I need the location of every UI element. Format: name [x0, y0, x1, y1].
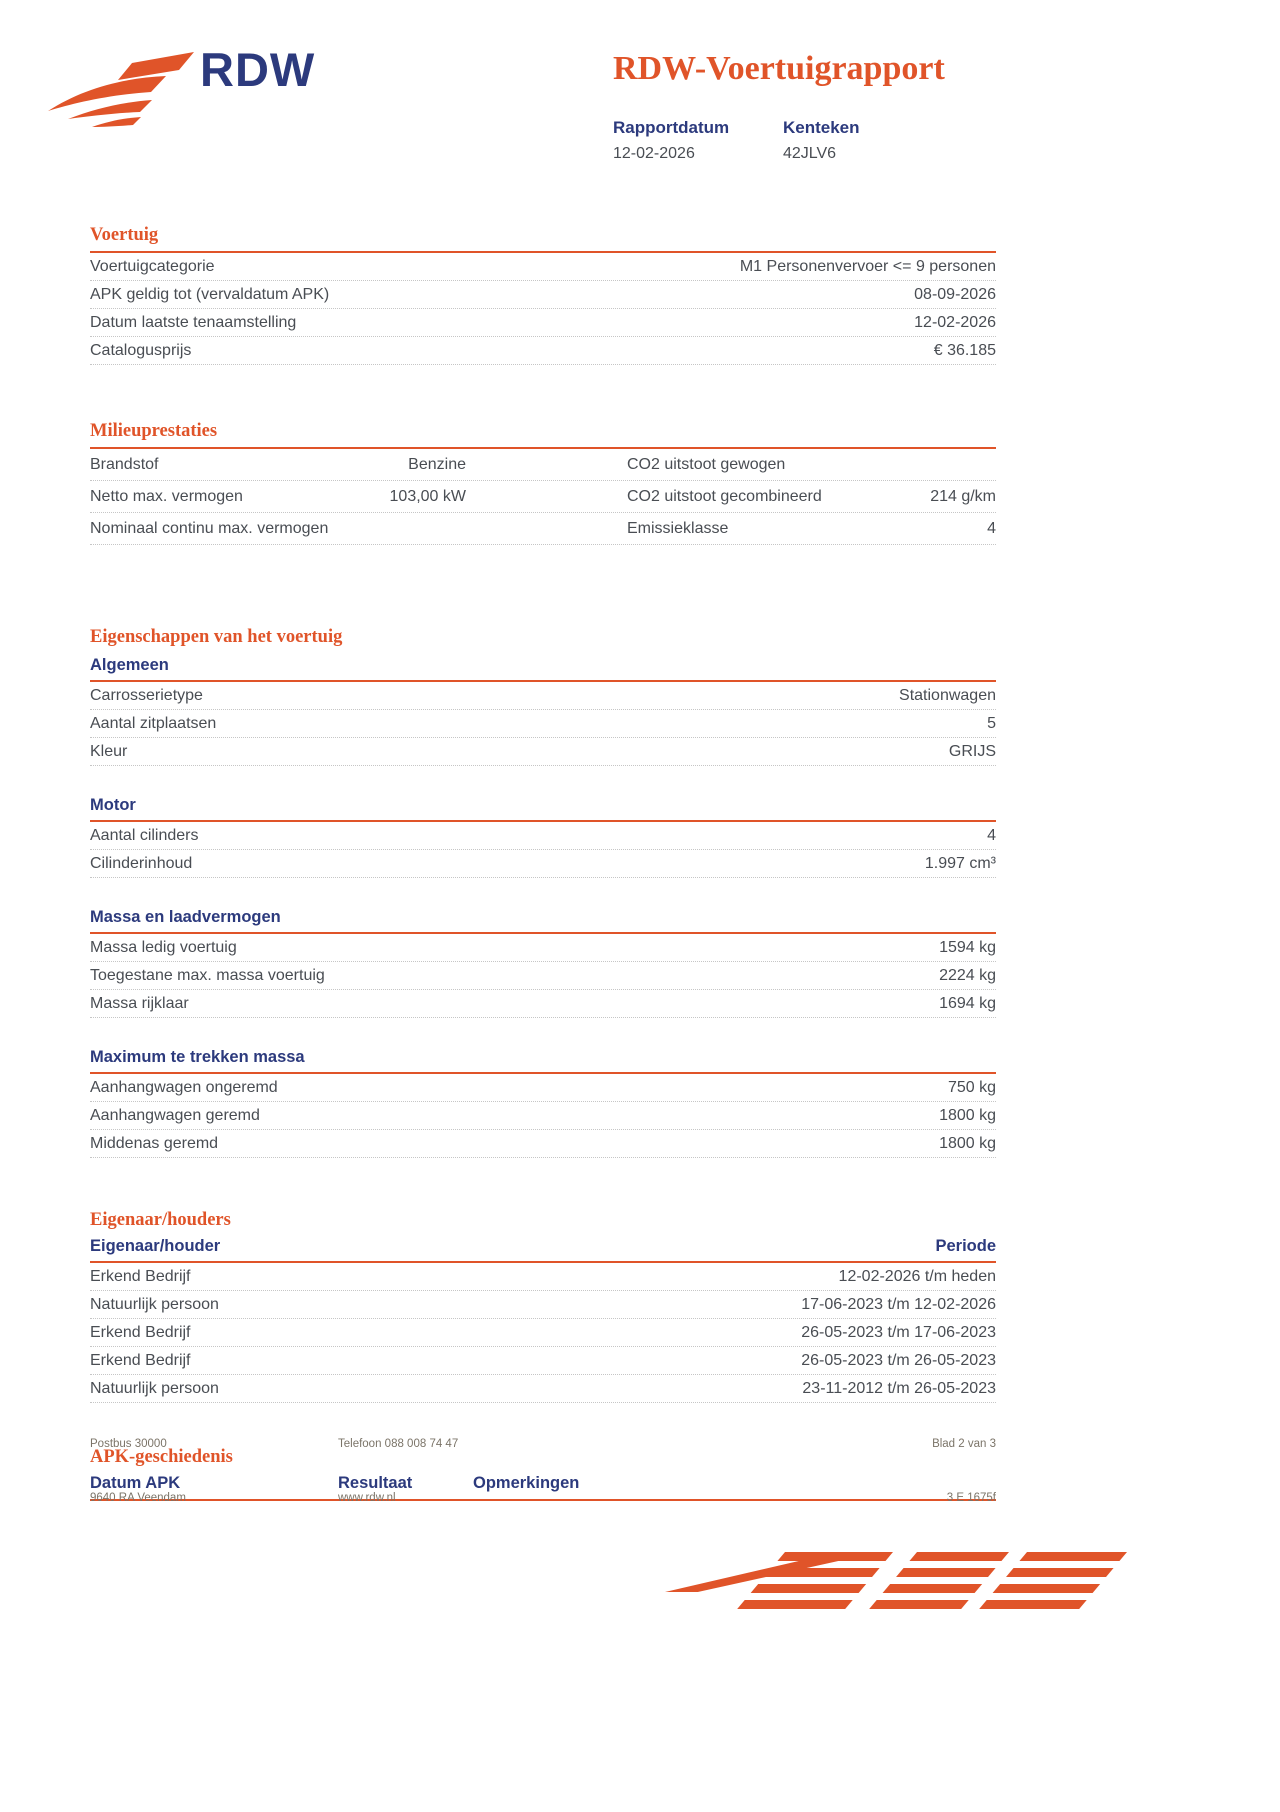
table-row	[90, 481, 996, 513]
owner-type: Erkend Bedrijf	[90, 1268, 191, 1285]
footer-line-1	[90, 1438, 996, 1450]
rdw-wing-icon	[46, 50, 196, 138]
row-value: 1594 kg	[939, 939, 996, 956]
row-label: Datum laatste tenaamstelling	[90, 314, 297, 331]
report-date-label: Rapportdatum	[613, 118, 730, 137]
table-row	[90, 309, 996, 337]
section-eigenaren	[90, 1210, 996, 1403]
row-label: Aantal zitplaatsen	[90, 715, 217, 732]
row-label: CO2 uitstoot gewogen	[627, 456, 786, 473]
row-value: 4	[987, 827, 996, 844]
column-header-opmerkingen: Opmerkingen	[473, 1474, 580, 1492]
table-row	[90, 990, 996, 1018]
rdw-wing-stripes-decoration	[665, 1552, 1110, 1616]
row-value: GRIJS	[948, 743, 996, 760]
table-row	[90, 1347, 996, 1375]
subsection-trekken-massa	[90, 1048, 996, 1158]
license-plate-label: Kenteken	[783, 118, 860, 137]
row-label: Catalogusprijs	[90, 342, 192, 359]
section-eigenschappen	[90, 627, 996, 1158]
section-title-voertuig: Voertuig	[90, 225, 996, 253]
row-value: 1800 kg	[939, 1107, 996, 1124]
footer-page-number: Blad 2 van 3	[932, 1438, 996, 1450]
row-label: Massa ledig voertuig	[90, 939, 237, 956]
table-row	[90, 1074, 996, 1102]
owner-period: 26-05-2023 t/m 17-06-2023	[801, 1324, 996, 1341]
row-label: CO2 uitstoot gecombineerd	[627, 488, 822, 505]
table-row	[90, 822, 996, 850]
column-header-period: Periode	[935, 1237, 996, 1255]
row-value: 12-02-2026	[914, 314, 996, 331]
row-label: Aanhangwagen geremd	[90, 1107, 260, 1124]
row-value: 214 g/km	[930, 488, 996, 505]
row-value: € 36.185	[933, 342, 996, 359]
row-left-pair	[90, 488, 466, 506]
row-value: M1 Personenvervoer <= 9 personen	[739, 258, 996, 275]
subsection-title: Algemeen	[90, 656, 996, 682]
section-title-eigenschappen: Eigenschappen van het voertuig	[90, 627, 343, 647]
table-row	[90, 1263, 996, 1291]
table-row	[90, 1130, 996, 1158]
table-row	[90, 1375, 996, 1403]
report-content	[90, 225, 996, 1501]
owner-period: 12-02-2026 t/m heden	[838, 1268, 996, 1285]
row-left-pair	[90, 456, 466, 474]
row-value: 5	[987, 715, 996, 732]
subsection-motor	[90, 796, 996, 878]
page-title: RDW-Voertuigrapport	[613, 50, 945, 87]
row-label: Carrosserietype	[90, 687, 203, 704]
subsection-title: Motor	[90, 796, 996, 822]
section-title-eigenaren: Eigenaar/houders	[90, 1210, 231, 1230]
row-label: Kleur	[90, 743, 128, 760]
owner-period: 23-11-2012 t/m 26-05-2023	[802, 1380, 996, 1397]
row-value: 1.997 cm³	[924, 855, 996, 872]
section-title-apk: APK-geschiedenis	[90, 1447, 233, 1467]
footer-website: www.rdw.nl	[338, 1492, 396, 1504]
column-header-datum-apk: Datum APK	[90, 1474, 181, 1492]
row-value: 103,00 kW	[389, 488, 466, 505]
table-row	[90, 449, 996, 481]
subsection-title: Maximum te trekken massa	[90, 1048, 996, 1074]
row-value: 750 kg	[947, 1079, 996, 1096]
table-row	[90, 281, 996, 309]
table-row	[90, 1319, 996, 1347]
row-value: 1694 kg	[939, 995, 996, 1012]
row-label: Emissieklasse	[627, 520, 729, 537]
owner-type: Natuurlijk persoon	[90, 1380, 219, 1397]
row-label: Massa rijklaar	[90, 995, 189, 1012]
row-label: Middenas geremd	[90, 1135, 219, 1152]
table-row	[90, 738, 996, 766]
row-value: Stationwagen	[899, 687, 996, 704]
footer-phone: Telefoon 088 008 74 47	[338, 1438, 459, 1450]
subsection-massa	[90, 908, 996, 1018]
table-row	[90, 253, 996, 281]
row-label: Brandstof	[90, 456, 159, 473]
section-milieuprestaties	[90, 421, 996, 545]
brand-wordmark: RDW	[200, 43, 316, 96]
section-voertuig	[90, 225, 996, 365]
row-label: Aantal cilinders	[90, 827, 199, 844]
row-label: Cilinderinhoud	[90, 855, 193, 872]
owner-period: 26-05-2023 t/m 26-05-2023	[801, 1352, 996, 1369]
table-row	[90, 682, 996, 710]
footer-doc-code: 3 E 1675f	[946, 1492, 996, 1504]
wing-stripe-block	[733, 1552, 893, 1614]
owners-table-header	[90, 1237, 996, 1263]
column-header-owner: Eigenaar/houder	[90, 1237, 221, 1255]
row-value: 1800 kg	[939, 1135, 996, 1152]
footer-line-2	[90, 1492, 996, 1504]
owner-type: Erkend Bedrijf	[90, 1324, 191, 1341]
table-row	[90, 934, 996, 962]
row-label: APK geldig tot (vervaldatum APK)	[90, 286, 330, 303]
row-label: Netto max. vermogen	[90, 488, 243, 505]
row-value: 2224 kg	[939, 967, 996, 984]
owner-type: Erkend Bedrijf	[90, 1352, 191, 1369]
column-header-resultaat: Resultaat	[338, 1474, 413, 1492]
footer-address-line1: Postbus 30000	[90, 1438, 167, 1450]
row-value: 4	[987, 520, 996, 537]
row-label: Voertuigcategorie	[90, 258, 215, 275]
table-row	[90, 337, 996, 365]
subsection-algemeen	[90, 656, 996, 766]
license-plate-value: 42JLV6	[783, 145, 837, 162]
table-row	[90, 850, 996, 878]
section-title-milieuprestaties: Milieuprestaties	[90, 421, 996, 449]
row-label: Aanhangwagen ongeremd	[90, 1079, 278, 1096]
table-row	[90, 1102, 996, 1130]
row-label: Nominaal continu max. vermogen	[90, 520, 329, 537]
subsection-title: Massa en laadvermogen	[90, 908, 996, 934]
license-plate-block	[783, 118, 860, 163]
owner-type: Natuurlijk persoon	[90, 1296, 219, 1313]
table-row	[90, 710, 996, 738]
row-value: Benzine	[408, 456, 466, 473]
report-date-value: 12-02-2026	[613, 145, 695, 162]
owner-period: 17-06-2023 t/m 12-02-2026	[801, 1296, 996, 1313]
row-label: Toegestane max. massa voertuig	[90, 967, 325, 984]
row-value: 08-09-2026	[914, 286, 996, 303]
report-date-block	[613, 118, 729, 163]
footer-address-line2: 9640 RA Veendam	[90, 1492, 186, 1504]
table-row	[90, 513, 996, 545]
row-left-pair	[90, 520, 466, 538]
table-row	[90, 962, 996, 990]
table-row	[90, 1291, 996, 1319]
